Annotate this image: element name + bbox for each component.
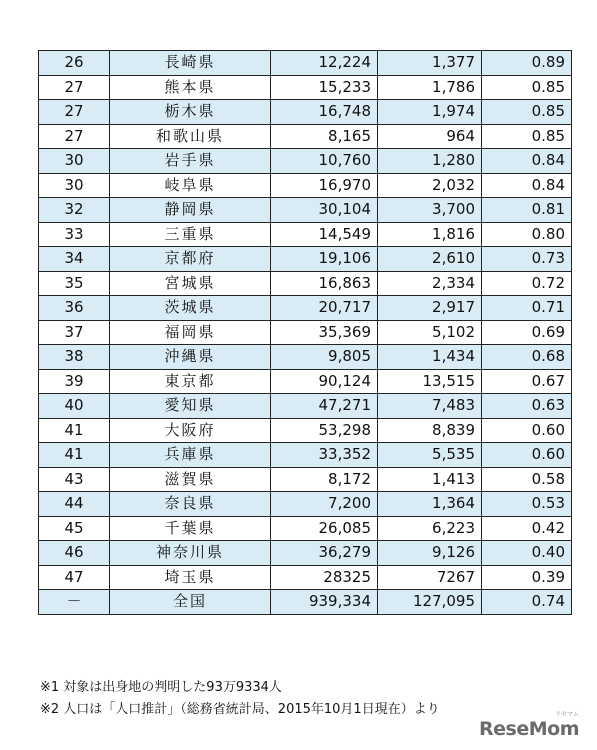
ranking-table-body <box>39 51 572 615</box>
value-a-cell: 20,717 <box>271 296 378 321</box>
table-row <box>39 590 572 615</box>
value-a-cell: 33,352 <box>271 443 378 468</box>
prefecture-cell: 兵庫県 <box>110 443 271 468</box>
value-b-cell: 2,917 <box>378 296 482 321</box>
ratio-cell: 0.68 <box>482 345 572 370</box>
table-row <box>39 443 572 468</box>
value-a-cell: 36,279 <box>271 541 378 566</box>
table-row <box>39 467 572 492</box>
value-b-cell: 3,700 <box>378 198 482 223</box>
prefecture-cell: 全国 <box>110 590 271 615</box>
ratio-cell: 0.84 <box>482 149 572 174</box>
prefecture-cell: 宮城県 <box>110 271 271 296</box>
ratio-cell: 0.40 <box>482 541 572 566</box>
rank-cell: 30 <box>39 173 110 198</box>
ratio-cell: 0.72 <box>482 271 572 296</box>
table-row <box>39 247 572 272</box>
footnote-1: ※1 対象は出身地の判明した93万9334人 <box>40 680 282 695</box>
footnote-2: ※2 人口は「人口推計」（総務省統計局、2015年10月1日現在）より <box>40 702 440 717</box>
rank-cell: 27 <box>39 75 110 100</box>
table-row <box>39 149 572 174</box>
ratio-cell: 0.67 <box>482 369 572 394</box>
rank-cell: 47 <box>39 565 110 590</box>
value-b-cell: 13,515 <box>378 369 482 394</box>
table-row <box>39 369 572 394</box>
rank-cell: 46 <box>39 541 110 566</box>
rank-cell: 44 <box>39 492 110 517</box>
value-b-cell: 1,816 <box>378 222 482 247</box>
table-row <box>39 345 572 370</box>
prefecture-cell: 熊本県 <box>110 75 271 100</box>
prefecture-cell: 滋賀県 <box>110 467 271 492</box>
prefecture-cell: 岐阜県 <box>110 173 271 198</box>
prefecture-cell: 茨城県 <box>110 296 271 321</box>
ratio-cell: 0.84 <box>482 173 572 198</box>
value-b-cell: 7267 <box>378 565 482 590</box>
value-a-cell: 28325 <box>271 565 378 590</box>
ratio-cell: 0.85 <box>482 100 572 125</box>
rank-cell: 26 <box>39 51 110 76</box>
value-a-cell: 8,165 <box>271 124 378 149</box>
prefecture-cell: 栃木県 <box>110 100 271 125</box>
ratio-cell: 0.73 <box>482 247 572 272</box>
prefecture-cell: 愛知県 <box>110 394 271 419</box>
ratio-cell: 0.71 <box>482 296 572 321</box>
table-row <box>39 100 572 125</box>
prefecture-cell: 静岡県 <box>110 198 271 223</box>
table-row <box>39 296 572 321</box>
value-a-cell: 9,805 <box>271 345 378 370</box>
rank-cell: 43 <box>39 467 110 492</box>
ratio-cell: 0.39 <box>482 565 572 590</box>
table-row <box>39 173 572 198</box>
value-b-cell: 9,126 <box>378 541 482 566</box>
rank-cell: 27 <box>39 124 110 149</box>
value-b-cell: 6,223 <box>378 516 482 541</box>
table-row <box>39 51 572 76</box>
table-row <box>39 222 572 247</box>
table-row <box>39 198 572 223</box>
value-b-cell: 1,377 <box>378 51 482 76</box>
prefecture-cell: 東京都 <box>110 369 271 394</box>
value-b-cell: 964 <box>378 124 482 149</box>
ratio-cell: 0.53 <box>482 492 572 517</box>
value-a-cell: 35,369 <box>271 320 378 345</box>
ratio-cell: 0.69 <box>482 320 572 345</box>
table-row <box>39 492 572 517</box>
value-b-cell: 1,974 <box>378 100 482 125</box>
ratio-cell: 0.81 <box>482 198 572 223</box>
rank-cell: 36 <box>39 296 110 321</box>
footnotes <box>40 677 440 721</box>
prefecture-cell: 三重県 <box>110 222 271 247</box>
value-a-cell: 15,233 <box>271 75 378 100</box>
rank-cell: 34 <box>39 247 110 272</box>
value-b-cell: 2,032 <box>378 173 482 198</box>
rank-cell: 38 <box>39 345 110 370</box>
logo-subtext: リセマム <box>555 711 579 718</box>
rank-cell: 33 <box>39 222 110 247</box>
prefecture-cell: 沖縄県 <box>110 345 271 370</box>
value-b-cell: 7,483 <box>378 394 482 419</box>
rank-cell: － <box>39 590 110 615</box>
rank-cell: 37 <box>39 320 110 345</box>
value-b-cell: 8,839 <box>378 418 482 443</box>
ratio-cell: 0.85 <box>482 124 572 149</box>
value-a-cell: 16,970 <box>271 173 378 198</box>
rank-cell: 35 <box>39 271 110 296</box>
prefecture-cell: 奈良県 <box>110 492 271 517</box>
table-row <box>39 565 572 590</box>
table-row <box>39 541 572 566</box>
table-row <box>39 320 572 345</box>
ratio-cell: 0.63 <box>482 394 572 419</box>
prefecture-cell: 和歌山県 <box>110 124 271 149</box>
value-a-cell: 12,224 <box>271 51 378 76</box>
ratio-cell: 0.80 <box>482 222 572 247</box>
prefecture-cell: 福岡県 <box>110 320 271 345</box>
value-b-cell: 5,535 <box>378 443 482 468</box>
prefecture-cell: 大阪府 <box>110 418 271 443</box>
ratio-cell: 0.74 <box>482 590 572 615</box>
resemom-logo: ReseMom <box>479 718 579 740</box>
ratio-cell: 0.60 <box>482 443 572 468</box>
rank-cell: 45 <box>39 516 110 541</box>
value-a-cell: 19,106 <box>271 247 378 272</box>
table-row <box>39 124 572 149</box>
value-b-cell: 2,610 <box>378 247 482 272</box>
rank-cell: 30 <box>39 149 110 174</box>
rank-cell: 39 <box>39 369 110 394</box>
prefecture-cell: 京都府 <box>110 247 271 272</box>
value-a-cell: 90,124 <box>271 369 378 394</box>
value-a-cell: 16,748 <box>271 100 378 125</box>
table-row <box>39 516 572 541</box>
value-b-cell: 1,364 <box>378 492 482 517</box>
value-a-cell: 53,298 <box>271 418 378 443</box>
ratio-cell: 0.42 <box>482 516 572 541</box>
ranking-table <box>38 50 572 615</box>
value-b-cell: 127,095 <box>378 590 482 615</box>
value-a-cell: 939,334 <box>271 590 378 615</box>
value-a-cell: 26,085 <box>271 516 378 541</box>
rank-cell: 27 <box>39 100 110 125</box>
table-row <box>39 271 572 296</box>
value-b-cell: 1,434 <box>378 345 482 370</box>
table-row <box>39 394 572 419</box>
prefecture-cell: 長崎県 <box>110 51 271 76</box>
ratio-cell: 0.60 <box>482 418 572 443</box>
value-a-cell: 14,549 <box>271 222 378 247</box>
value-a-cell: 16,863 <box>271 271 378 296</box>
value-b-cell: 1,280 <box>378 149 482 174</box>
rank-cell: 41 <box>39 418 110 443</box>
value-b-cell: 5,102 <box>378 320 482 345</box>
value-b-cell: 1,413 <box>378 467 482 492</box>
prefecture-cell: 千葉県 <box>110 516 271 541</box>
value-a-cell: 47,271 <box>271 394 378 419</box>
ratio-cell: 0.85 <box>482 75 572 100</box>
prefecture-cell: 埼玉県 <box>110 565 271 590</box>
value-a-cell: 10,760 <box>271 149 378 174</box>
value-a-cell: 8,172 <box>271 467 378 492</box>
table-row <box>39 418 572 443</box>
ratio-cell: 0.89 <box>482 51 572 76</box>
value-b-cell: 2,334 <box>378 271 482 296</box>
value-a-cell: 30,104 <box>271 198 378 223</box>
table-row <box>39 75 572 100</box>
prefecture-cell: 神奈川県 <box>110 541 271 566</box>
rank-cell: 41 <box>39 443 110 468</box>
rank-cell: 32 <box>39 198 110 223</box>
value-a-cell: 7,200 <box>271 492 378 517</box>
ratio-cell: 0.58 <box>482 467 572 492</box>
value-b-cell: 1,786 <box>378 75 482 100</box>
prefecture-cell: 岩手県 <box>110 149 271 174</box>
rank-cell: 40 <box>39 394 110 419</box>
